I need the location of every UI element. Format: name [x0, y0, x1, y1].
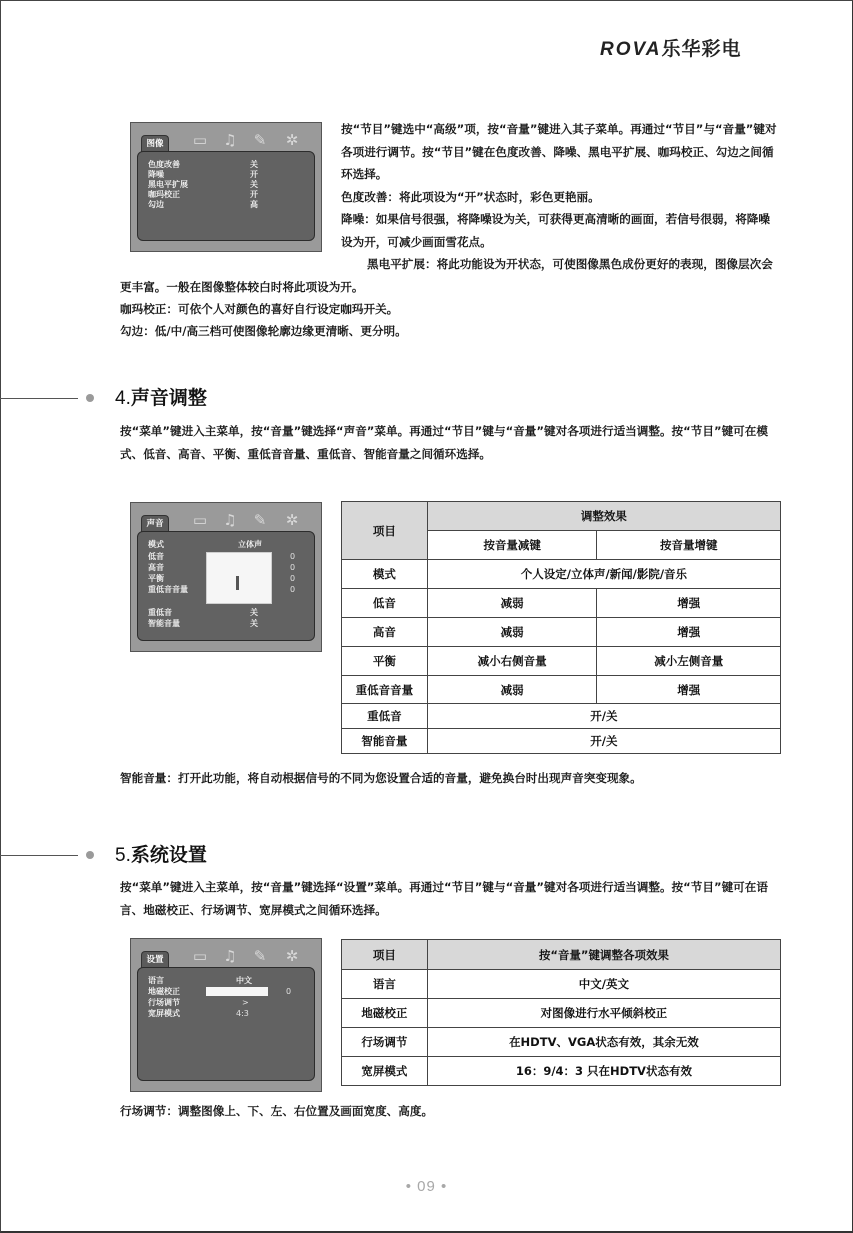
table-header-volume-up: 按音量增键 [597, 531, 781, 560]
osd-row-value: 4:3 [236, 1009, 249, 1018]
gamma-text: 咖玛校正：可依个人对颜色的喜好自行设定咖玛开关。 [120, 302, 399, 316]
advanced-intro-text: 按“节目”键选中“高级”项，按“音量”键进入其子菜单。再通过“节目”与“音量”键对各项进行调节。按“节目”键在色度改善、降噪、黑电平扩展、咖玛校正、勾边之间循环选择。 [341, 122, 777, 181]
music-note-icon: ♫ [223, 511, 237, 529]
osd-panel [137, 967, 315, 1081]
osd-row-value: 0 [286, 987, 292, 996]
table-cell-item: 高音 [342, 618, 428, 647]
osd-row-label: 色度改善 [148, 160, 180, 169]
table-cell-item: 平衡 [342, 647, 428, 676]
table-cell-item: 行场调节 [342, 1028, 428, 1057]
section-bullet [86, 851, 94, 859]
table-cell-up: 增强 [597, 618, 781, 647]
osd-row-label: 平衡 [148, 574, 164, 583]
table-header-volume-down: 按音量减键 [427, 531, 597, 560]
osd-row-label: 重低音 [148, 608, 172, 617]
section-5-intro: 按“菜单”键进入主菜单，按“音量”键选择“设置”菜单。再通过“节目”键与“音量”键对各项进行适当调整。按“节目”键可在语言、地磁校正、行场调节、宽屏模式之间循环选择。 [120, 880, 768, 917]
table-cell-effect: 对图像进行水平倾斜校正 [427, 999, 780, 1028]
table-row [342, 589, 781, 618]
smart-volume-note: 智能音量：打开此功能，将自动根据信号的不同为您设置合适的音量，避免换台时出现声音突变现象。 [120, 771, 642, 785]
table-cell-up: 增强 [597, 676, 781, 704]
table-cell-item: 重低音音量 [342, 676, 428, 704]
table-cell-up: 增强 [597, 589, 781, 618]
osd-row-label: 勾边 [148, 200, 164, 209]
osd-row-value: 关 [250, 180, 258, 189]
table-cell-effect: 16：9/4：3 只在HDTV状态有效 [427, 1057, 780, 1086]
table-row [342, 1057, 781, 1086]
table-row [342, 647, 781, 676]
osd-row-label: 黑电平扩展 [148, 180, 188, 189]
brand-logo: ROVA乐华彩电 [600, 39, 742, 60]
osd-row-value: 关 [250, 608, 258, 617]
table-row [342, 999, 781, 1028]
section-4-intro: 按“菜单”键进入主菜单，按“音量”键选择“声音”菜单。再通过“节目”键与“音量”键对各项进行适当调整。按“节目”键可在模式、低音、高音、平衡、重低音音量、重低音、智能音量之间循环选择。 [120, 424, 768, 461]
table-cell-item: 重低音 [342, 704, 428, 729]
table-cell-down: 减小右侧音量 [427, 647, 597, 676]
table-header-item: 项目 [342, 940, 428, 970]
section-leader-line [0, 855, 78, 856]
table-header-effect: 按“音量”键调整各项效果 [427, 940, 780, 970]
osd-eq-box [206, 552, 272, 604]
section-leader-line [0, 398, 78, 399]
table-cell-effect: 开/关 [427, 704, 780, 729]
osd-sound-menu [130, 502, 322, 652]
system-setup-table [341, 939, 781, 1086]
osd-panel [137, 151, 315, 241]
table-cell-item: 模式 [342, 560, 428, 589]
section-5-title: 5.系统设置 [115, 844, 207, 866]
osd-row-value: 关 [250, 160, 258, 169]
table-cell-down: 减弱 [427, 618, 597, 647]
table-row [342, 704, 781, 729]
table-cell-item: 语言 [342, 970, 428, 999]
table-cell-effect: 开/关 [427, 729, 780, 754]
table-cell-effect: 个人设定/立体声/新闻/影院/音乐 [427, 560, 780, 589]
section-bullet [86, 394, 94, 402]
table-row [342, 729, 781, 754]
sound-adjust-table [341, 501, 781, 754]
osd-row-label: 高音 [148, 563, 164, 572]
osd-slider-bar [206, 987, 268, 996]
table-row [342, 618, 781, 647]
noise-reduction-text: 降噪：如果信号很强，将降噪设为关，可获得更高清晰的画面，若信号很弱，将降噪设为开，可减少画面雪花点。 [341, 212, 770, 249]
tools-icon: ✎ [253, 131, 267, 149]
tools-icon: ✎ [253, 511, 267, 529]
table-row [342, 1028, 781, 1057]
osd-row-value: 立体声 [238, 540, 262, 549]
table-cell-down: 减弱 [427, 589, 597, 618]
osd-row-label: 降噪 [148, 170, 164, 179]
osd-tab-picture: 图像 [141, 135, 169, 152]
osd-setup-menu [130, 938, 322, 1092]
table-cell-item: 宽屏模式 [342, 1057, 428, 1086]
table-header-effect: 调整效果 [427, 502, 780, 531]
osd-row-label: 智能音量 [148, 619, 180, 628]
tv-icon: ▭ [192, 511, 208, 529]
table-cell-effect: 中文/英文 [427, 970, 780, 999]
osd-row-value: 中文 [236, 976, 252, 985]
osd-row-value: 开 [250, 170, 258, 179]
osd-row-label: 语言 [148, 976, 164, 985]
osd-row-label: 咖玛校正 [148, 190, 180, 199]
table-row [342, 676, 781, 704]
osd-row-value: 0 [290, 563, 296, 572]
osd-row-value: 关 [250, 619, 258, 628]
osd-row-value: > [242, 998, 249, 1007]
osd-row-label: 模式 [148, 540, 164, 549]
color-improve-text: 色度改善：将此项设为“开”状态时，彩色更艳丽。 [341, 190, 600, 204]
table-row [342, 970, 781, 999]
music-note-icon: ♫ [223, 947, 237, 965]
gears-icon: ✲ [285, 131, 299, 149]
table-cell-item: 智能音量 [342, 729, 428, 754]
osd-row-label: 地磁校正 [148, 987, 180, 996]
table-cell-down: 减弱 [427, 676, 597, 704]
tv-icon: ▭ [192, 131, 208, 149]
osd-row-value: 0 [290, 585, 296, 594]
tools-icon: ✎ [253, 947, 267, 965]
edge-text: 勾边：低/中/高三档可使图像轮廓边缘更清晰、更分明。 [120, 324, 407, 338]
table-cell-item: 低音 [342, 589, 428, 618]
osd-row-value: 开 [250, 190, 258, 199]
table-cell-item: 地磁校正 [342, 999, 428, 1028]
hv-adjust-note: 行场调节：调整图像上、下、左、右位置及画面宽度、高度。 [120, 1104, 434, 1118]
osd-row-value: 0 [290, 574, 296, 583]
osd-tab-sound: 声音 [141, 515, 169, 532]
music-note-icon: ♫ [223, 131, 237, 149]
gears-icon: ✲ [285, 511, 299, 529]
table-cell-up: 减小左侧音量 [597, 647, 781, 676]
osd-row-value: 高 [250, 200, 258, 209]
section-4-title: 4.声音调整 [115, 387, 207, 409]
osd-row-label: 宽屏模式 [148, 1009, 180, 1018]
table-header-item: 项目 [342, 502, 428, 560]
osd-panel [137, 531, 315, 641]
table-row [342, 560, 781, 589]
black-level-text: 黑电平扩展：将此功能设为开状态，可使图像黑色成份更好的表现，图像层次会更丰富。一般在图像整体较白时将此项设为开。 [120, 257, 773, 294]
osd-row-label: 行场调节 [148, 998, 180, 1007]
osd-balance-marker [236, 576, 239, 590]
osd-tab-setup: 设置 [141, 951, 169, 968]
osd-row-value: 0 [290, 552, 296, 561]
tv-icon: ▭ [192, 947, 208, 965]
gears-icon: ✲ [285, 947, 299, 965]
osd-picture-advanced-menu [130, 122, 322, 252]
table-cell-effect: 在HDTV、VGA状态有效，其余无效 [427, 1028, 780, 1057]
osd-row-label: 重低音音量 [148, 585, 188, 594]
osd-row-label: 低音 [148, 552, 164, 561]
page-number: • 09 • [405, 1178, 448, 1195]
